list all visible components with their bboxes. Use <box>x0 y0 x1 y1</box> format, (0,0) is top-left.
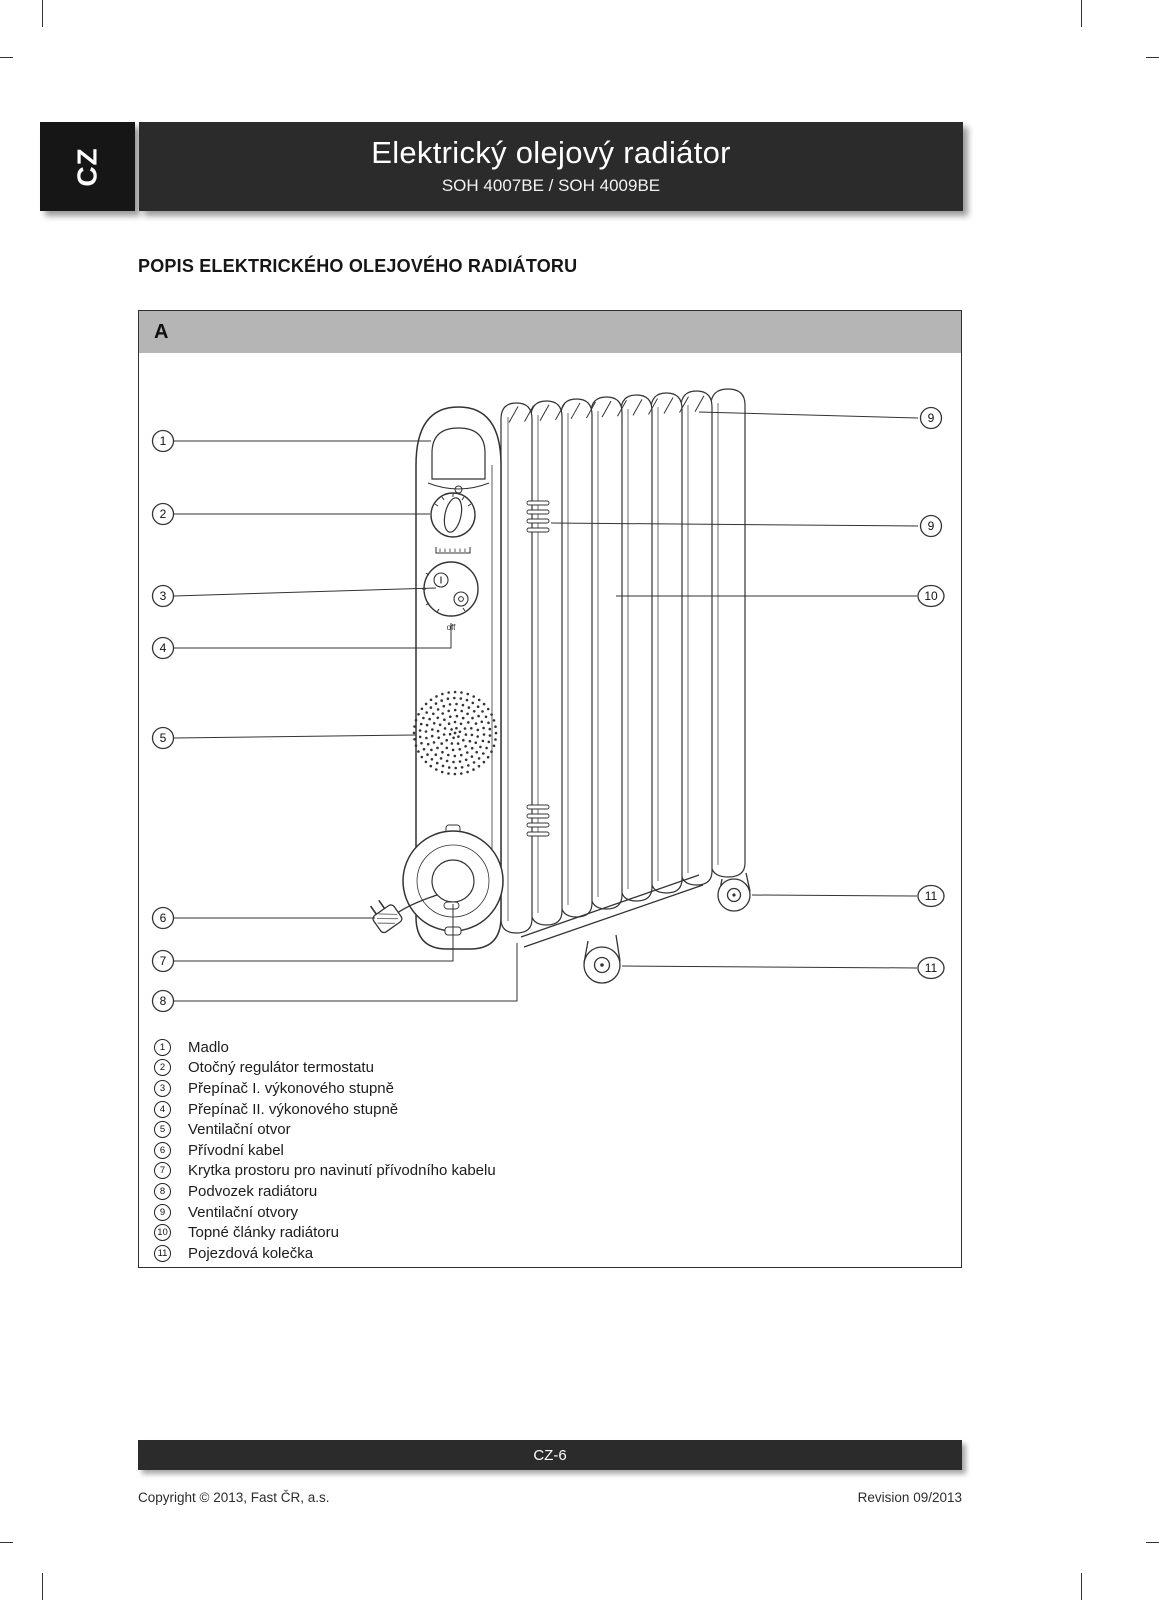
crop-mark <box>0 1542 13 1543</box>
language-tab-label: CZ <box>71 146 103 187</box>
legend-item-number: 6 <box>154 1142 171 1159</box>
legend-item-number: 11 <box>154 1245 171 1262</box>
crop-mark <box>1146 1542 1159 1543</box>
page-number: CZ-6 <box>533 1446 567 1464</box>
crop-mark <box>1081 1573 1082 1600</box>
legend-item-label: Podvozek radiátoru <box>188 1182 318 1200</box>
legend-item-number: 7 <box>154 1162 171 1179</box>
document-title: Elektrický olejový radiátor <box>371 135 731 170</box>
legend-item-number: 9 <box>154 1204 171 1221</box>
crop-mark <box>42 0 43 27</box>
figure-box <box>138 310 962 1268</box>
legend-item-label: Ventilační otvory <box>188 1203 299 1221</box>
figure-header <box>139 311 961 353</box>
callout-11 <box>622 958 944 979</box>
callout-6 <box>153 908 376 929</box>
legend-item-label: Ventilační otvor <box>188 1121 291 1139</box>
svg-text:2: 2 <box>159 507 167 522</box>
heating-fins <box>501 389 745 933</box>
svg-text:8: 8 <box>159 994 167 1009</box>
legend-item <box>154 1202 961 1223</box>
page-number-bar <box>138 1440 962 1470</box>
legend-item-label: Krytka prostoru pro navinutí přívodního kabelu <box>188 1162 496 1180</box>
front-caster <box>584 935 620 983</box>
legend-item <box>154 1037 961 1058</box>
dial-off-label: off <box>446 623 456 632</box>
svg-text:10: 10 <box>924 589 938 604</box>
legend-item-number: 5 <box>154 1121 171 1138</box>
legend-item <box>154 1243 961 1264</box>
legend-list <box>139 1037 961 1264</box>
crop-mark <box>42 1573 43 1600</box>
svg-text:11: 11 <box>924 889 938 904</box>
svg-text:5: 5 <box>159 731 167 746</box>
svg-text:9: 9 <box>927 519 935 534</box>
radiator-diagram <box>139 361 959 1031</box>
crop-mark <box>1081 0 1082 27</box>
rear-caster <box>718 873 750 911</box>
legend-item-label: Pojezdová kolečka <box>188 1244 314 1262</box>
callout-5 <box>153 728 417 749</box>
legend-item-number: 1 <box>154 1039 171 1056</box>
legend-item-label: Přepínač I. výkonového stupně <box>188 1079 394 1097</box>
legend-item-label: Přívodní kabel <box>188 1141 284 1159</box>
svg-text:3: 3 <box>159 589 167 604</box>
legend-item <box>154 1222 961 1243</box>
legend-item <box>154 1119 961 1140</box>
svg-text:6: 6 <box>159 911 167 926</box>
legend-item-number: 4 <box>154 1101 171 1118</box>
legend-item-label: Madlo <box>188 1038 229 1056</box>
section-title: POPIS ELEKTRICKÉHO OLEJOVÉHO RADIÁTORU <box>138 256 578 276</box>
crop-mark <box>0 57 13 58</box>
figure-label: A <box>154 320 169 343</box>
copyright-text: Copyright © 2013, Fast ČR, a.s. <box>138 1490 330 1505</box>
page-footer <box>138 1490 962 1505</box>
document-header <box>139 122 963 211</box>
language-tab <box>40 122 135 211</box>
revision-text: Revision 09/2013 <box>857 1490 962 1505</box>
crop-mark <box>1146 57 1159 58</box>
legend-item-number: 3 <box>154 1080 171 1097</box>
legend-item <box>154 1140 961 1161</box>
callout-11 <box>752 886 944 907</box>
svg-text:9: 9 <box>927 411 935 426</box>
legend-item-number: 10 <box>154 1224 171 1241</box>
legend-item-number: 8 <box>154 1183 171 1200</box>
svg-text:1: 1 <box>159 434 167 449</box>
legend-item <box>154 1161 961 1182</box>
svg-text:11: 11 <box>924 961 938 976</box>
legend-item-label: Topné články radiátoru <box>188 1224 339 1242</box>
callout-8 <box>153 943 518 1012</box>
callout-4 <box>153 623 452 659</box>
legend-item-label: Otočný regulátor termostatu <box>188 1059 374 1077</box>
svg-text:7: 7 <box>159 954 167 969</box>
legend-item-number: 2 <box>154 1059 171 1076</box>
callout-2 <box>153 504 431 525</box>
callout-3 <box>153 586 437 607</box>
document-subtitle: SOH 4007BE / SOH 4009BE <box>441 176 661 195</box>
legend-item-label: Přepínač II. výkonového stupně <box>188 1100 399 1118</box>
legend-item <box>154 1099 961 1120</box>
callout-7 <box>153 904 454 972</box>
legend-item <box>154 1078 961 1099</box>
svg-text:4: 4 <box>159 641 167 656</box>
legend-item <box>154 1181 961 1202</box>
legend-item <box>154 1058 961 1079</box>
callout-1 <box>153 431 432 452</box>
